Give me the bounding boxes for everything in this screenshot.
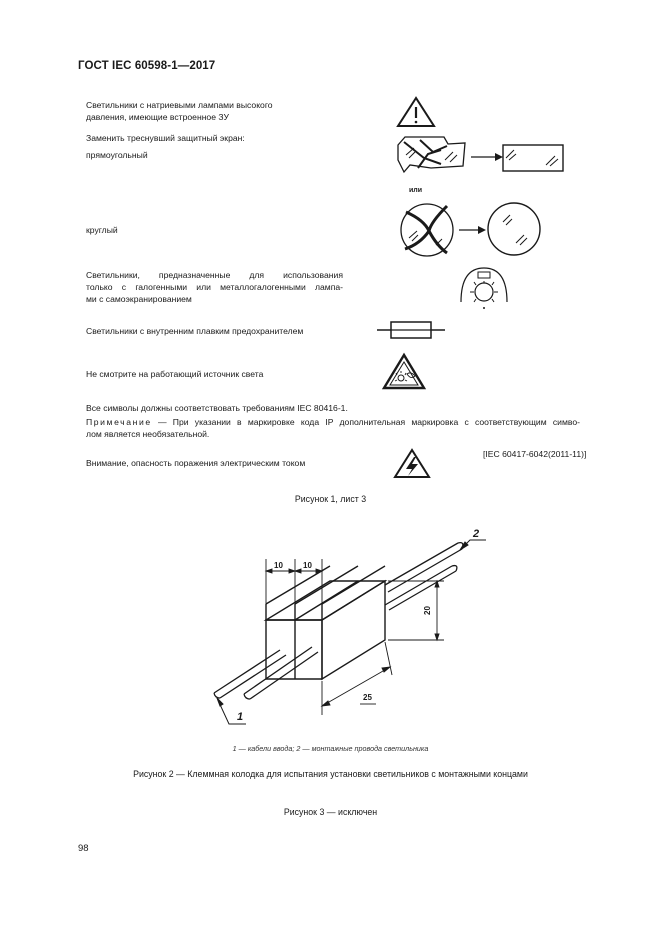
rectangular-label: прямоугольный xyxy=(86,150,148,160)
label-1: 1 xyxy=(237,711,244,723)
dimension-bottom xyxy=(322,642,392,715)
halogen-line-2: только с галогенными или металлогалогенными лампа- xyxy=(86,282,343,292)
compliance-text: Все символы должны соответствовать требованиям IEC 80416-1. xyxy=(86,403,348,413)
round-label: круглый xyxy=(86,225,118,235)
page-number: 98 xyxy=(78,843,89,854)
dont-look-text: Не смотрите на работающий источник света xyxy=(86,369,264,379)
document-header: ГОСТ IEC 60598-1—2017 xyxy=(78,60,216,72)
note-text-1: — При указании в маркировке кода IP дополнительная маркировка с соответствующим симво- xyxy=(151,417,580,427)
dim-10-left: 10 xyxy=(274,561,283,570)
or-label: или xyxy=(409,187,423,194)
figure1-caption: Рисунок 1, лист 3 xyxy=(294,494,367,504)
iec-reference: [IEC 60417-6042(2011-11)] xyxy=(483,449,587,459)
shock-warning-text: Внимание, опасность поражения электрическим током xyxy=(86,458,306,468)
leader-2 xyxy=(460,540,486,550)
dimension-right xyxy=(388,581,444,640)
mounting-wires xyxy=(385,543,463,610)
figure2-legend: 1 — кабели ввода; 2 — монтажные провода светильника xyxy=(232,744,429,753)
figure3-caption: Рисунок 3 — исключен xyxy=(283,807,378,817)
terminal-block-body xyxy=(266,566,385,679)
figure2-caption: Рисунок 2 — Клеммная колодка для испытания установки светильников с монтажными концами xyxy=(133,769,528,779)
note-label: Примечание xyxy=(86,417,152,427)
dim-25: 25 xyxy=(363,693,372,702)
note-line-2: лом является необязательной. xyxy=(86,429,210,439)
sodium-lamp-line-1: Светильники с натриевыми лампами высокого xyxy=(86,100,273,110)
fuse-text: Светильники с внутренним плавким предохранителем xyxy=(86,326,304,336)
dim-10-right: 10 xyxy=(303,561,312,570)
sodium-lamp-line-2: давления, имеющие встроенное ЗУ xyxy=(86,112,229,122)
dim-20: 20 xyxy=(422,606,432,615)
halogen-line-3: ми с самоэкранированием xyxy=(86,294,192,304)
replace-screen-text: Заменить треснувший защитный экран: xyxy=(86,133,245,143)
label-2: 2 xyxy=(473,528,480,540)
halogen-line-1: Светильники, предназначенные для использования xyxy=(86,270,343,280)
